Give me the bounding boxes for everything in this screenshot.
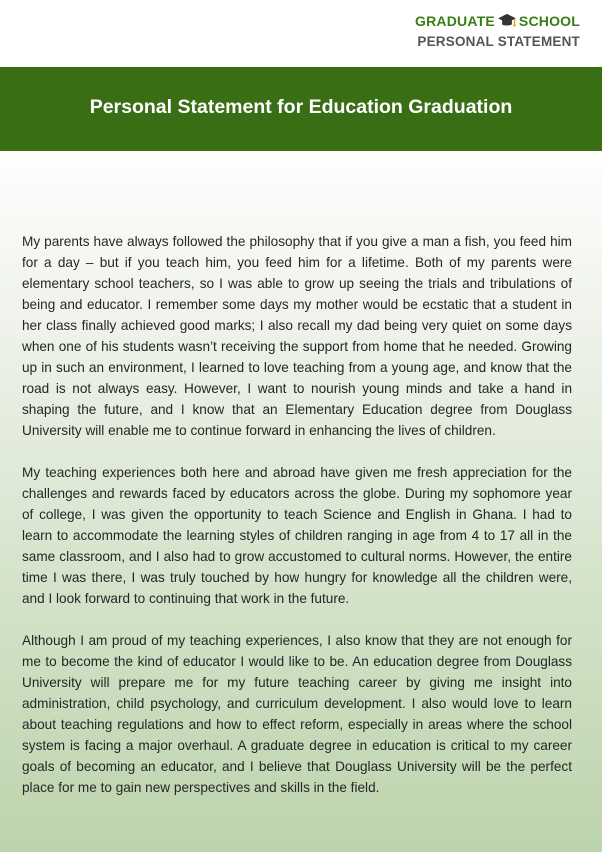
page-title: Personal Statement for Education Graduation bbox=[89, 95, 513, 118]
paragraph-2: My teaching experiences both here and abroad have given me fresh appreciation for the challenges and rewards faced by educators across the globe. During my sophomore year of college, I was given the opportunity to teach Science and English in Ghana. I had to learn to accommodate the learning styles of children ranging in age from 4 to 17 all in the same classroom, and I also had to grow accustomed to cultural norms. However, the entire time I was there, I was truly touched by how hungry for knowledge all the children were, and I look forward to continuing that work in the future. bbox=[22, 465, 572, 606]
logo-text-graduate: GRADUATE bbox=[415, 13, 495, 29]
logo-top-line bbox=[415, 13, 580, 29]
paragraph-3: Although I am proud of my teaching experiences, I also know that they are not enough for me to become the kind of educator I would like to be. An education degree from Douglass University will prepare me for my future teaching career by giving me insight into administration, child psychology, and curriculum development. I also would love to learn about teaching regulations and how to effect reform, especially in areas where the school system is facing a major overhaul. A graduate degree in education is critical to my career goals of becoming an educator, and I believe that Douglass University will be the perfect place for me to gain new perspectives and skills in the field. bbox=[22, 633, 572, 795]
logo-subtitle: PERSONAL STATEMENT bbox=[417, 34, 580, 49]
graduation-cap-icon bbox=[498, 13, 516, 29]
logo bbox=[415, 13, 580, 49]
logo-text-school: SCHOOL bbox=[518, 13, 580, 29]
statement-body bbox=[22, 231, 572, 819]
title-banner bbox=[0, 67, 602, 151]
paragraph-1: My parents have always followed the philosophy that if you give a man a fish, you feed him for a day – but if you teach him, you feed him for a lifetime. Both of my parents were elementary school teachers, so I was able to grow up seeing the trials and tribulations of being and educator. I remember some days my mother would be ecstatic that a student in her class finally achieved good marks; I also recall my dad being very quiet on some days when one of his students wasn’t receiving the support from home that he needed. Growing up in such an environment, I learned to love teaching from a young age, and know that the road is not always easy. However, I want to nourish young minds and take a hand in shaping the future, and I know that an Elementary Education degree from Douglass University will enable me to continue forward in enhancing the lives of children. bbox=[22, 234, 572, 438]
